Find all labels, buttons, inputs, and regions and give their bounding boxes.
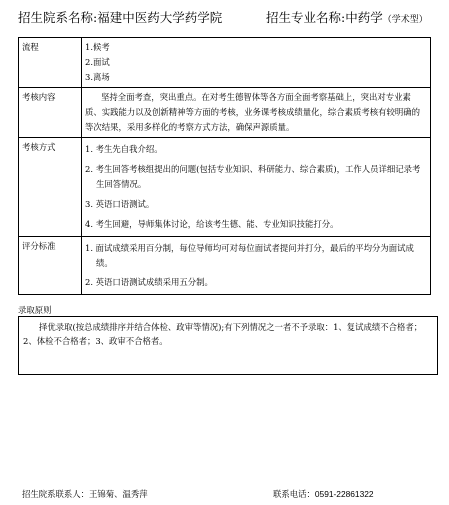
scoring-item: 1. 面试成绩采用百分制，每位导师均可对每位面试者提问并打分，最后的平均分为面试成绩。 <box>85 243 414 268</box>
row-method <box>19 138 431 237</box>
contact-person <box>22 488 148 500</box>
row-scoring <box>19 237 431 295</box>
method-item: 3. 英语口语测试。 <box>85 199 155 209</box>
admission-title: 录取原则 <box>18 305 52 315</box>
content-label: 考核内容 <box>19 88 82 138</box>
method-item: 1. 考生先自我介绍。 <box>85 144 163 154</box>
method-item: 4. 考生回避，导师集体讨论，给该考生德、能、专业知识技能打分。 <box>85 219 339 229</box>
major-value: 中药学 <box>345 10 383 25</box>
method-item: 2. 考生回答考核组提出的问题(包括专业知识、科研能力、综合素质)，工作人员详细记录考生回答情况。 <box>85 164 421 189</box>
method-cell <box>82 138 431 237</box>
major-label: 招生专业名称: <box>266 10 346 25</box>
major-field <box>266 8 428 26</box>
assessment-table <box>18 37 431 295</box>
process-label: 流程 <box>19 38 82 88</box>
content-text: 坚持全面考查，突出重点。在对考生德智体等各方面全面考察基础上，突出对专业素质、实践能力以及创新精神等方面的考核，业务课考核成绩量化，综合素质考核有较明确的等次结果，采用多样化的考察方式方法，确保声源质量。 <box>85 92 420 132</box>
scoring-cell <box>82 237 431 295</box>
row-content <box>19 88 431 138</box>
admission-text: 择优录取(按总成绩排序并结合体检、政审等情况);有下列情况之一者不予录取：1、复试成绩不合格者；2、体检不合格者；3、政审不合格者。 <box>23 322 423 346</box>
row-process <box>19 38 431 88</box>
contact-value: 王锦菊、温秀萍 <box>89 489 148 499</box>
college-field <box>18 8 222 26</box>
content-cell <box>82 88 431 138</box>
scoring-label: 评分标准 <box>19 237 82 295</box>
contact-phone <box>273 488 374 500</box>
process-item: 1.候考 <box>85 42 110 52</box>
process-item: 3.离场 <box>85 72 110 82</box>
college-label: 招生院系名称: <box>18 10 98 25</box>
process-item: 2.面试 <box>85 57 110 67</box>
admission-box <box>18 316 438 375</box>
phone-value: 0591-22861322 <box>314 489 374 499</box>
college-value: 福建中医药大学药学院 <box>97 10 223 25</box>
process-cell <box>82 38 431 88</box>
phone-label: 联系电话： <box>273 489 315 499</box>
method-label: 考核方式 <box>19 138 82 237</box>
scoring-item: 2. 英语口语测试成绩采用五分制。 <box>85 277 213 287</box>
contact-label: 招生院系联系人： <box>22 489 89 499</box>
major-type: （学术型） <box>382 15 428 25</box>
